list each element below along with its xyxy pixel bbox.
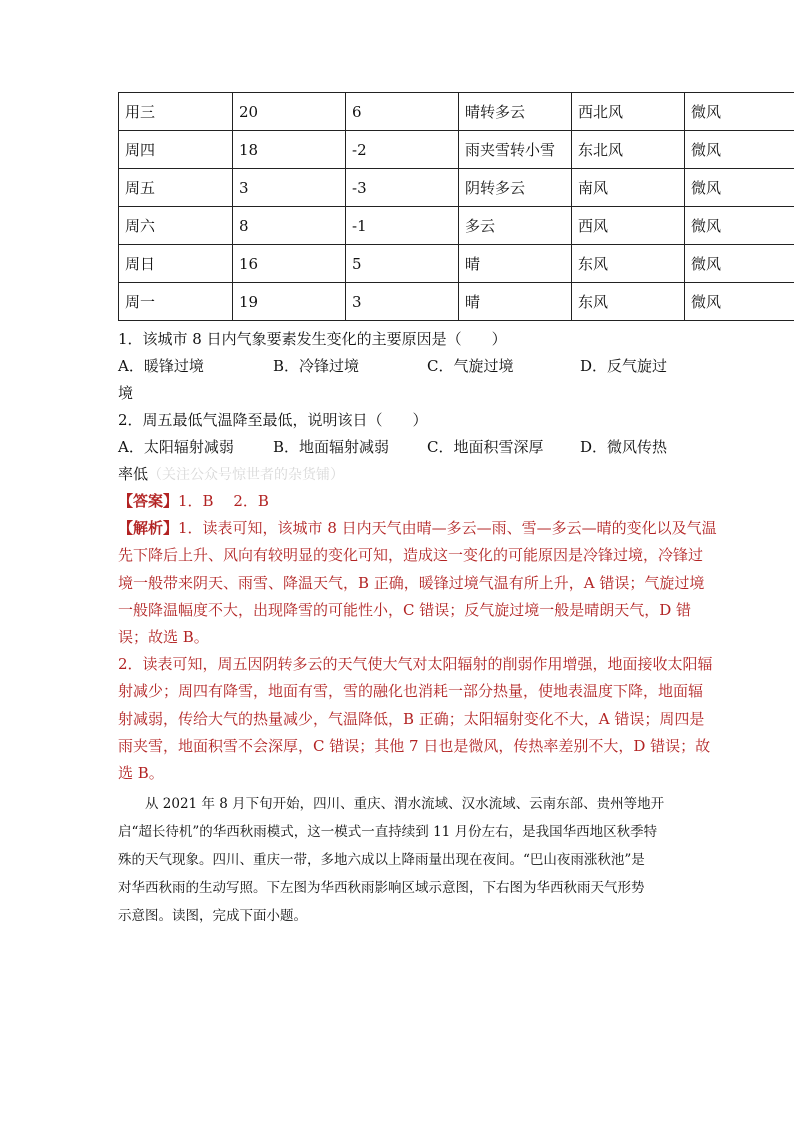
table-row: [119, 93, 794, 131]
q1-option-d: D．反气旋过: [580, 357, 668, 375]
q2-wrap-text: 率低: [118, 465, 149, 483]
analysis-line-9: 雨夹雪，地面积雪不会深厚，C 错误；其他 7 日也是微风，传热率差别不大，D 错误；故: [118, 737, 711, 755]
answer-text: 1．B 2．B: [178, 492, 269, 510]
table-cell-high-temp: 8: [233, 207, 346, 245]
table-cell-wind-direction: 西风: [572, 207, 685, 245]
q2-option-a: A．太阳辐射减弱: [118, 438, 234, 456]
table-cell-wind-force: 微风: [685, 283, 794, 321]
table-cell-low-temp: 3: [346, 283, 459, 321]
question-1-stem: 1．该城市 8 日内气象要素发生变化的主要原因是（ ）: [118, 330, 507, 348]
q1-option-a: A．暖锋过境: [118, 357, 204, 375]
table-cell-high-temp: 18: [233, 131, 346, 169]
table-cell-day: 用三: [119, 93, 233, 131]
table-cell-low-temp: -2: [346, 131, 459, 169]
table-cell-day: 周六: [119, 207, 233, 245]
analysis-line-7: 射减少；周四有降雪，地面有雪，雪的融化也消耗一部分热量，使地表温度下降，地面辐: [118, 682, 704, 700]
table-cell-low-temp: 6: [346, 93, 459, 131]
q1-option-c: C．气旋过境: [427, 357, 514, 375]
table-cell-low-temp: -1: [346, 207, 459, 245]
table-cell-day: 周五: [119, 169, 233, 207]
analysis-line-1: [118, 517, 717, 538]
watermark-text: （关注公众号惊世者的杂货铺）: [148, 467, 345, 483]
table-cell-weather: 多云: [459, 207, 572, 245]
table-cell-weather: 晴转多云: [459, 93, 572, 131]
table-cell-wind-force: 微风: [685, 93, 794, 131]
q2-option-d: D．微风传热: [580, 438, 668, 456]
table-cell-wind-force: 微风: [685, 245, 794, 283]
table-cell-high-temp: 20: [233, 93, 346, 131]
passage-line-1: 从 2021 年 8 月下旬开始，四川、重庆、渭水流域、汉水流域、云南东部、贵州等地开: [118, 796, 665, 812]
analysis-line-1-text: 1．读表可知，该城市 8 日内天气由晴—多云—雨、雪—多云—晴的变化以及气温: [178, 519, 717, 537]
table-cell-wind-direction: 西北风: [572, 93, 685, 131]
q2-option-c: C．地面积雪深厚: [427, 438, 544, 456]
passage-line-4: 对华西秋雨的生动写照。下左图为华西秋雨影响区域示意图，下右图为华西秋雨天气形势: [118, 880, 645, 896]
analysis-line-5: 误；故选 B。: [118, 628, 209, 646]
table-cell-low-temp: -3: [346, 169, 459, 207]
analysis-line-4: 一般降温幅度不大，出现降雪的可能性小，C 错误；反气旋过境一般是晴朗天气，D 错: [118, 601, 692, 619]
table-row: [119, 283, 794, 321]
table-row: [119, 207, 794, 245]
table-row: [119, 169, 794, 207]
passage-line-5: 示意图。读图，完成下面小题。: [118, 908, 307, 924]
analysis-line-2: 先下降后上升、风向有较明显的变化可知，造成这一变化的可能原因是冷锋过境，冷锋过: [118, 546, 704, 564]
answer-label: 【答案】: [118, 492, 179, 510]
answer-line: [118, 490, 269, 511]
table-cell-wind-direction: 东北风: [572, 131, 685, 169]
table-cell-high-temp: 3: [233, 169, 346, 207]
table-cell-low-temp: 5: [346, 245, 459, 283]
table-cell-day: 周四: [119, 131, 233, 169]
table-cell-weather: 阴转多云: [459, 169, 572, 207]
analysis-label: 【解析】: [118, 519, 179, 537]
table-cell-weather: 晴: [459, 283, 572, 321]
passage-line-3: 殊的天气现象。四川、重庆一带，多地六成以上降雨量出现在夜间。“巴山夜雨涨秋池”是: [118, 852, 645, 868]
analysis-line-6: 2．读表可知，周五因阴转多云的天气使大气对太阳辐射的削弱作用增强，地面接收太阳辐: [118, 655, 713, 673]
table-cell-wind-direction: 东风: [572, 245, 685, 283]
analysis-line-8: 射减弱，传给大气的热量减少，气温降低，B 正确；太阳辐射变化不大，A 错误；周四是: [118, 710, 705, 728]
table-cell-wind-force: 微风: [685, 131, 794, 169]
table-cell-day: 周日: [119, 245, 233, 283]
table-cell-wind-force: 微风: [685, 169, 794, 207]
q1-option-d-wrap: 境: [118, 384, 134, 402]
table-row: [119, 245, 794, 283]
q1-option-b: B．冷锋过境: [273, 357, 360, 375]
q2-option-b: B．地面辐射减弱: [273, 438, 390, 456]
analysis-line-3: 境一般带来阴天、雨雪、降温天气，B 正确，暖锋过境气温有所上升，A 错误；气旋过境: [118, 574, 705, 592]
passage-line-2: 启“超长待机”的华西秋雨模式，这一模式一直持续到 11 月份左右，是我国华西地区秋季特: [118, 824, 658, 840]
table-cell-wind-direction: 东风: [572, 283, 685, 321]
table-cell-weather: 雨夹雪转小雪: [459, 131, 572, 169]
table-cell-day: 周一: [119, 283, 233, 321]
table-cell-high-temp: 16: [233, 245, 346, 283]
q2-option-d-wrap: [118, 463, 344, 484]
table-cell-high-temp: 19: [233, 283, 346, 321]
table-cell-wind-force: 微风: [685, 207, 794, 245]
weather-table: [118, 92, 794, 321]
table-cell-weather: 晴: [459, 245, 572, 283]
table-row: [119, 131, 794, 169]
table-cell-wind-direction: 南风: [572, 169, 685, 207]
analysis-line-10: 选 B。: [118, 764, 164, 782]
question-2-stem: 2．周五最低气温降至最低，说明该日（ ）: [118, 411, 428, 429]
